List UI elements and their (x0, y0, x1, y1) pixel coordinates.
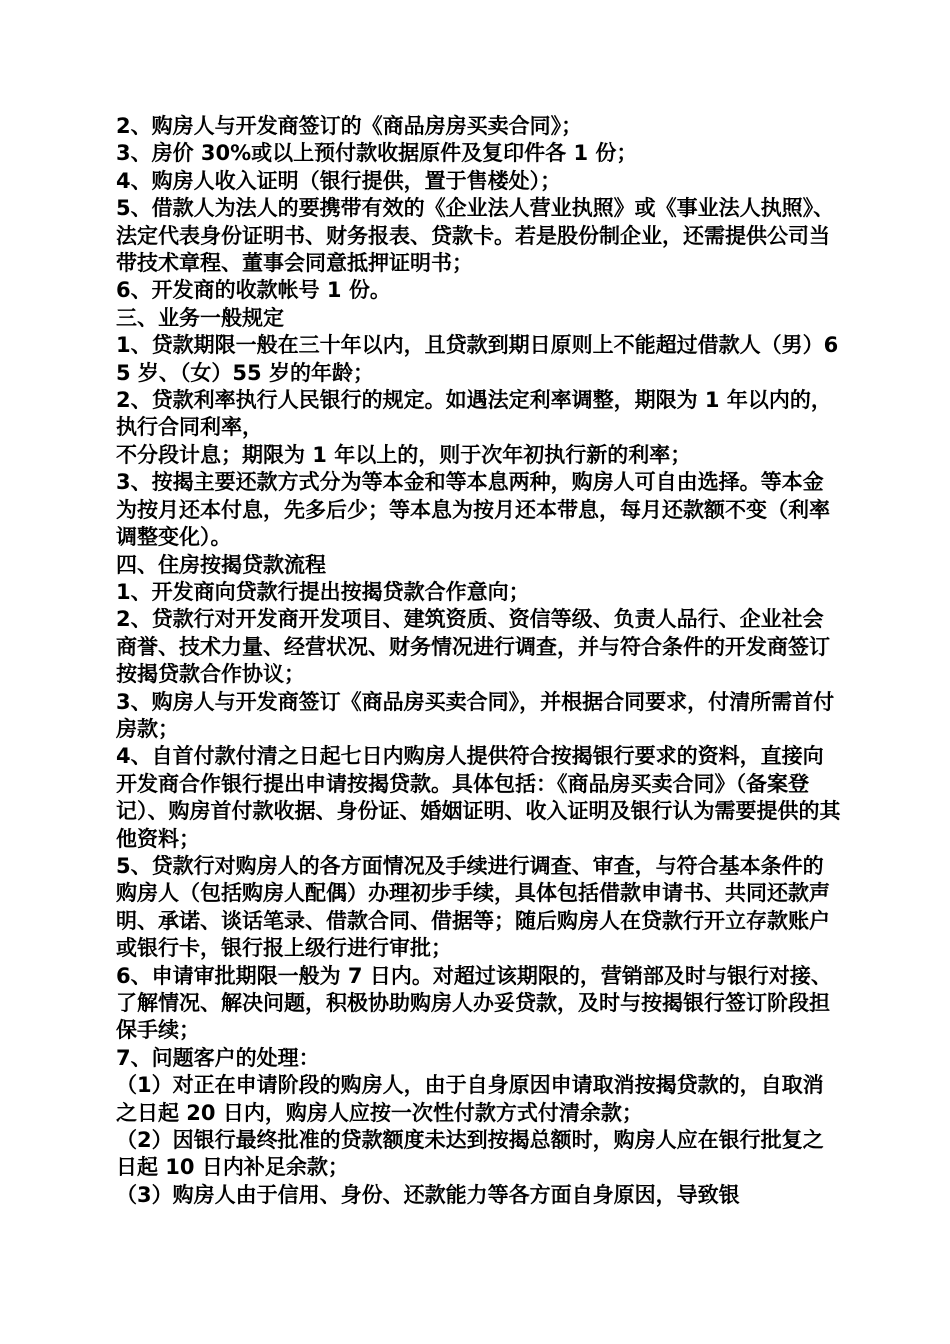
rule-item-2-continued: 不分段计息；期限为 1 年以上的，则于次年初执行新的利率； (116, 442, 692, 467)
sub-item-3: （3）购房人由于信用、身份、还款能力等各方面自身原因，导致银 (116, 1182, 740, 1207)
process-item-7: 7、问题客户的处理： (116, 1045, 320, 1070)
section-heading-4: 四、住房按揭贷款流程 (116, 552, 326, 577)
process-item-2: 2、贷款行对开发商开发项目、建筑资质、资信等级、负责人品行、企业社会商誉、技术力量、经营状况、财务情况进行调查，并与符合条件的开发商签订按揭贷款合作协议； (116, 607, 830, 687)
document-body (116, 113, 842, 1209)
rule-item-3: 3、按揭主要还款方式分为等本金和等本息两种，购房人可自由选择。等本金为按月还本付息，先多后少；等本息为按月还本带息，每月还款额不变（利率调整变化）。 (116, 470, 830, 550)
paragraph-item-2: 2、购房人与开发商签订的《商品房房买卖合同》； (116, 114, 583, 138)
rule-item-2: 2、贷款利率执行人民银行的规定。如遇法定利率调整，期限为 1 年以内的，执行合同利率， (116, 388, 832, 440)
section-heading-3: 三、业务一般规定 (116, 305, 284, 330)
process-item-1: 1、开发商向贷款行提出按揭贷款合作意向； (116, 579, 530, 604)
process-item-5: 5、贷款行对购房人的各方面情况及手续进行调查、审查，与符合基本条件的购房人（包括购房人配偶）办理初步手续，具体包括借款申请书、共同还款声明、承诺、谈话笔录、借款合同、借据等；随后购房人在贷款行开立存款账户或银行卡，银行报上级行进行审批； (116, 853, 830, 961)
process-item-4: 4、自首付款付清之日起七日内购房人提供符合按揭银行要求的资料，直接向开发商合作银行提出申请按揭贷款。具体包括：《商品房买卖合同》（备案登记）、购房首付款收据、身份证、婚姻证明、收入证明及银行认为需要提供的其他资料； (116, 744, 841, 851)
rule-item-1: 1、贷款期限一般在三十年以内，且贷款到期日原则上不能超过借款人（男）65 岁、（女）55 岁的年龄； (116, 333, 839, 385)
paragraph-item-3: 3、房价 30%或以上预付款收据原件及复印件各 1 份； (116, 141, 638, 166)
paragraph-item-6: 6、开发商的收款帐号 1 份。 (116, 278, 391, 303)
process-item-3: 3、购房人与开发商签订《商品房买卖合同》，并根据合同要求，付清所需首付房款； (116, 689, 835, 741)
paragraph-item-5: 5、借款人为法人的要携带有效的《企业法人营业执照》或《事业法人执照》、法定代表身份证明书、财务报表、贷款卡。若是股份制企业，还需提供公司当带技术章程、董事会同意抵押证明书； (116, 196, 835, 276)
sub-item-2: （2）因银行最终批准的贷款额度未达到按揭总额时，购房人应在银行批复之日起 10 日内补足余款； (116, 1128, 824, 1180)
paragraph-item-4: 4、购房人收入证明（银行提供，置于售楼处）； (116, 168, 562, 193)
process-item-6: 6、申请审批期限一般为 7 日内。对超过该期限的，营销部及时与银行对接、了解情况、解决问题，积极协助购房人办妥贷款，及时与按揭银行签订阶段担保手续； (116, 963, 832, 1043)
sub-item-1: （1）对正在申请阶段的购房人，由于自身原因申请取消按揭贷款的，自取消之日起 20 日内，购房人应按一次性付款方式付清余款； (116, 1073, 824, 1125)
